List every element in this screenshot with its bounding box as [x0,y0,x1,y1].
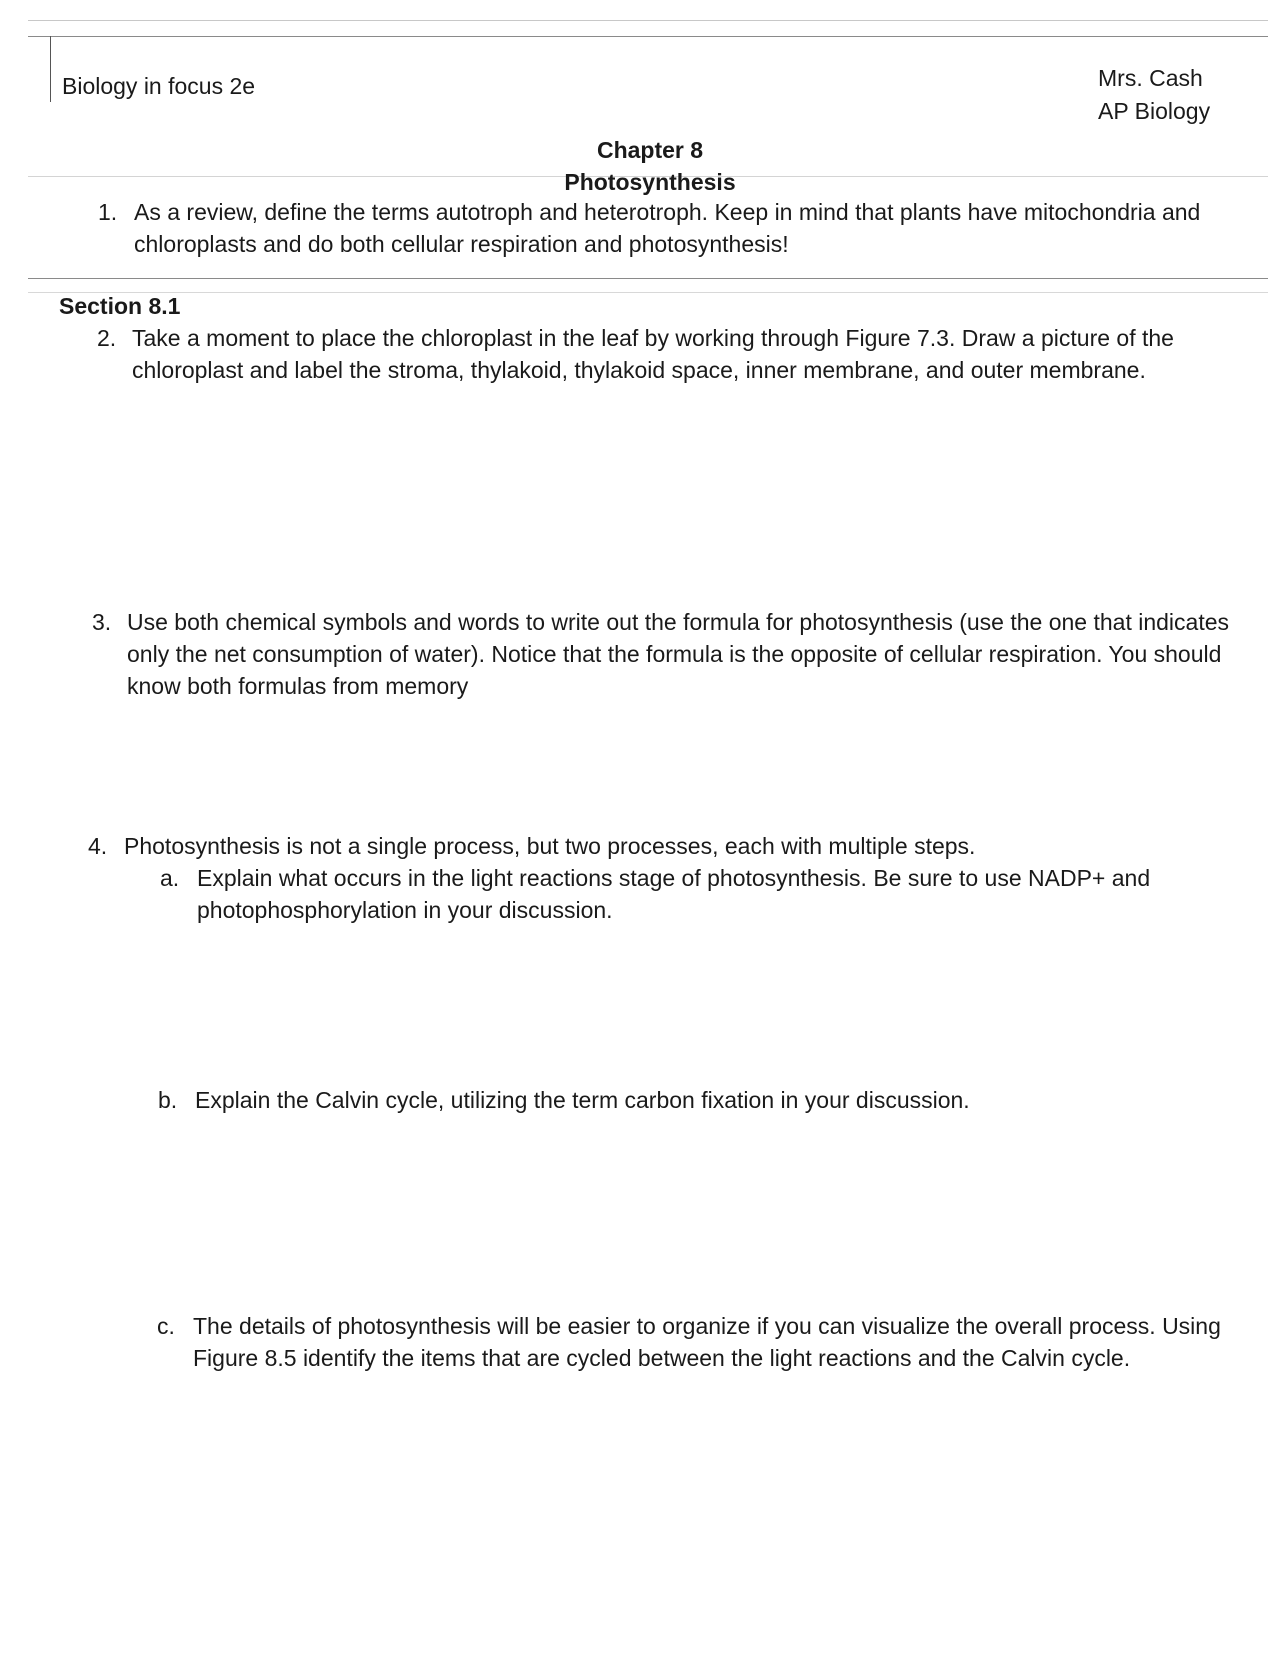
question-4b-line: Explain the Calvin cycle, utilizing the term carbon fixation in your discussion. [195,1087,970,1113]
scan-rule-header [28,36,1268,37]
chapter-title: Chapter 8 [596,137,704,163]
teacher-block [1098,62,1210,128]
question-2-line: chloroplast and label the stroma, thylakoid, thylakoid space, inner membrane, and outer membrane. [132,357,1146,383]
question-3-line: know both formulas from memory [127,673,469,699]
question-1-text [134,196,1200,260]
question-3-line: only the net consumption of water). Notice that the formula is the opposite of cellular respiration. You should [127,641,1222,667]
class-name: AP Biology [1098,98,1211,124]
question-1-line: As a review, define the terms autotroph and heterotroph. Keep in mind that plants have mitochondria and [134,199,1201,225]
scan-rule-top [28,20,1268,21]
question-1-number: 1. [98,199,118,225]
question-4a-letter: a. [160,865,180,891]
question-4c-letter: c. [157,1313,175,1339]
question-4b-letter: b. [158,1087,178,1113]
question-2-text [132,322,1174,386]
question-2-number: 2. [97,325,117,351]
question-4c-line: The details of photosynthesis will be easier to organize if you can visualize the overall process. Using [193,1313,1221,1339]
course-name: Biology in focus 2e [62,73,256,99]
question-4a-text [197,862,1150,926]
question-3-line: Use both chemical symbols and words to write out the formula for photosynthesis (use the one that indicates [127,609,1230,635]
scan-rule-left [50,36,51,102]
question-4-line: Photosynthesis is not a single process, but two processes, each with multiple steps. [124,833,976,859]
question-4a-line: photophosphorylation in your discussion. [197,897,613,923]
teacher-name: Mrs. Cash [1098,65,1203,91]
question-4c-line: Figure 8.5 identify the items that are cycled between the light reactions and the Calvin cycle. [193,1345,1131,1371]
scan-rule-section-faint [28,292,1268,293]
question-3-number: 3. [92,609,112,635]
question-1-line: chloroplasts and do both cellular respiration and photosynthesis! [134,231,789,257]
question-4-number: 4. [88,833,108,859]
section-heading: Section 8.1 [59,293,181,319]
question-4a-line: Explain what occurs in the light reactions stage of photosynthesis. Be sure to use NADP+ and [197,865,1151,891]
question-2-line: Take a moment to place the chloroplast in the leaf by working through Figure 7.3. Draw a picture of the [132,325,1174,351]
question-4c-text [193,1310,1221,1374]
question-3-text [127,606,1229,702]
chapter-topic: Photosynthesis [564,169,736,195]
question-4-text [124,830,975,862]
scan-rule-section [28,278,1268,279]
question-4b-text [195,1084,970,1116]
